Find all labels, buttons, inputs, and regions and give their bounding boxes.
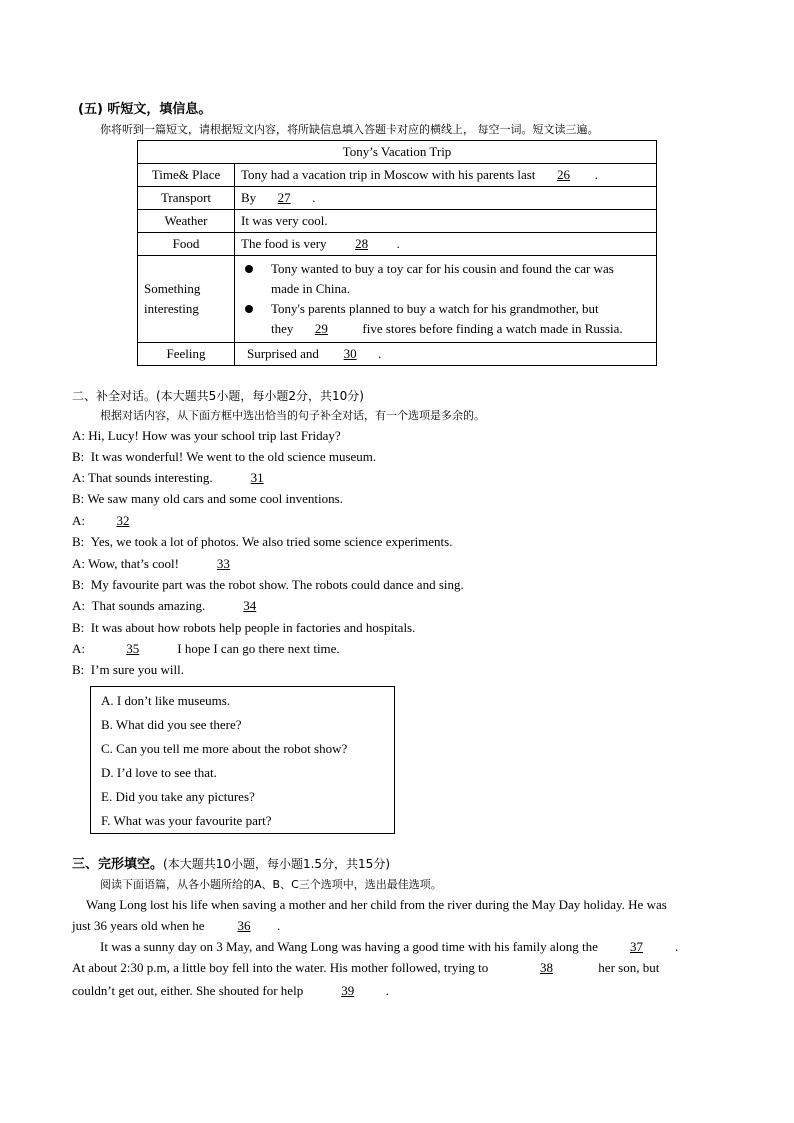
answer-blank-30[interactable]: 30 [343,346,357,361]
passage-line: couldn’t get out, either. She shouted for help 39 . [72,983,389,998]
row-label: Something interesting [138,256,235,343]
row-content [235,256,657,343]
table-row [138,187,657,210]
dialogue-line: B: We saw many old cars and some cool inventions. [72,491,343,506]
section3-title: 三、完形填空。(本大题共10小题，每小题1.5分，共15分) [72,857,391,872]
passage-line: At about 2:30 p.m, a little boy fell into the water. His mother followed, trying to 38 her son, but [72,960,660,975]
answer-blank-27[interactable]: 27 [277,190,291,205]
answer-blank-34[interactable]: 34 [243,598,257,613]
row-content: Surprised and 30 . [235,343,657,366]
answer-blank-32[interactable]: 32 [116,513,130,528]
row-content: By 27 . [235,187,657,210]
table-row [138,233,657,256]
table-row [138,256,657,343]
answer-blank-33[interactable]: 33 [216,556,230,571]
section3-instruction: 阅读下面语篇，从各小题所给的A、B、C三个选项中，选出最佳选项。 [100,878,442,891]
answer-blank-38[interactable]: 38 [540,960,554,975]
answer-blank-31[interactable]: 31 [250,470,264,485]
answer-blank-28[interactable]: 28 [355,236,369,251]
row-label: Weather [138,210,235,233]
dialogue-line: B: My favourite part was the robot show. The robots could dance and sing. [72,577,464,592]
row-content: The food is very 28 . [235,233,657,256]
vacation-trip-table [137,140,657,366]
passage-line: It was a sunny day on 3 May, and Wang Long was having a good time with his family along the 37 . [100,939,679,954]
section2-instruction: 根据对话内容，从下面方框中选出恰当的句子补全对话，有一个选项是多余的。 [100,409,485,422]
table-row [138,164,657,187]
dialogue-line: A: That sounds amazing. 34 [72,598,288,614]
dialogue-line: A: Wow, that’s cool! 33 [72,556,261,572]
section5-instruction: 你将听到一篇短文，请根据短文内容，将所缺信息填入答题卡对应的横线上， 每空一词。短文读三遍。 [100,123,599,136]
dialogue-line: B: It was wonderful! We went to the old science museum. [72,449,377,464]
table-title: Tony’s Vacation Trip [138,141,657,164]
dialogue-line: B: It was about how robots help people in factories and hospitals. [72,620,416,635]
dialogue-line: B: I’m sure you will. [72,662,184,677]
section2-title: 二、补全对话。(本大题共5小题，每小题2分，共10分) [72,389,364,403]
passage-line: Wang Long lost his life when saving a mother and her child from the river during the May Day holiday. He was [86,897,667,912]
row-label: Time& Place [138,164,235,187]
bullet-item: Tony wanted to buy a toy car for his cousin and found the car was made in China. [241,259,650,299]
dialogue-line: A: Hi, Lucy! How was your school trip last Friday? [72,428,341,443]
option-item: D. I’d love to see that. [101,765,217,780]
dialogue-line: A: 32 [72,513,161,529]
option-item: F. What was your favourite part? [101,813,272,828]
answer-blank-37[interactable]: 37 [629,939,643,954]
table-row [138,210,657,233]
row-label: Transport [138,187,235,210]
option-item: A. I don’t like museums. [101,693,231,708]
option-item: E. Did you take any pictures? [101,789,255,804]
row-content: Tony had a vacation trip in Moscow with his parents last 26 . [235,164,657,187]
row-content: It was very cool. [235,210,657,233]
dialogue-line: A: That sounds interesting. 31 [72,470,295,486]
dialogue-line: A: 35 I hope I can go there next time. [72,641,340,656]
answer-blank-26[interactable]: 26 [556,167,570,182]
passage-line: just 36 years old when he 36 . [72,918,281,933]
answer-blank-39[interactable]: 39 [341,983,355,998]
table-row [138,343,657,366]
option-item: B. What did you see there? [101,717,242,732]
options-box [90,686,395,834]
row-label: Food [138,233,235,256]
answer-blank-35[interactable]: 35 [126,641,140,656]
row-label: Feeling [138,343,235,366]
bullet-item: Tony's parents planned to buy a watch for his grandmother, but they 29 five stores before finding a watch made in Russia. [241,299,650,339]
section5-title: (五) 听短文，填信息。 [78,102,212,117]
answer-blank-29[interactable]: 29 [314,321,328,336]
bullet-icon [245,265,253,273]
dialogue-line: B: Yes, we took a lot of photos. We also tried some science experiments. [72,534,453,549]
option-item: C. Can you tell me more about the robot show? [101,741,348,756]
answer-blank-36[interactable]: 36 [237,918,251,933]
bullet-icon [245,305,253,313]
